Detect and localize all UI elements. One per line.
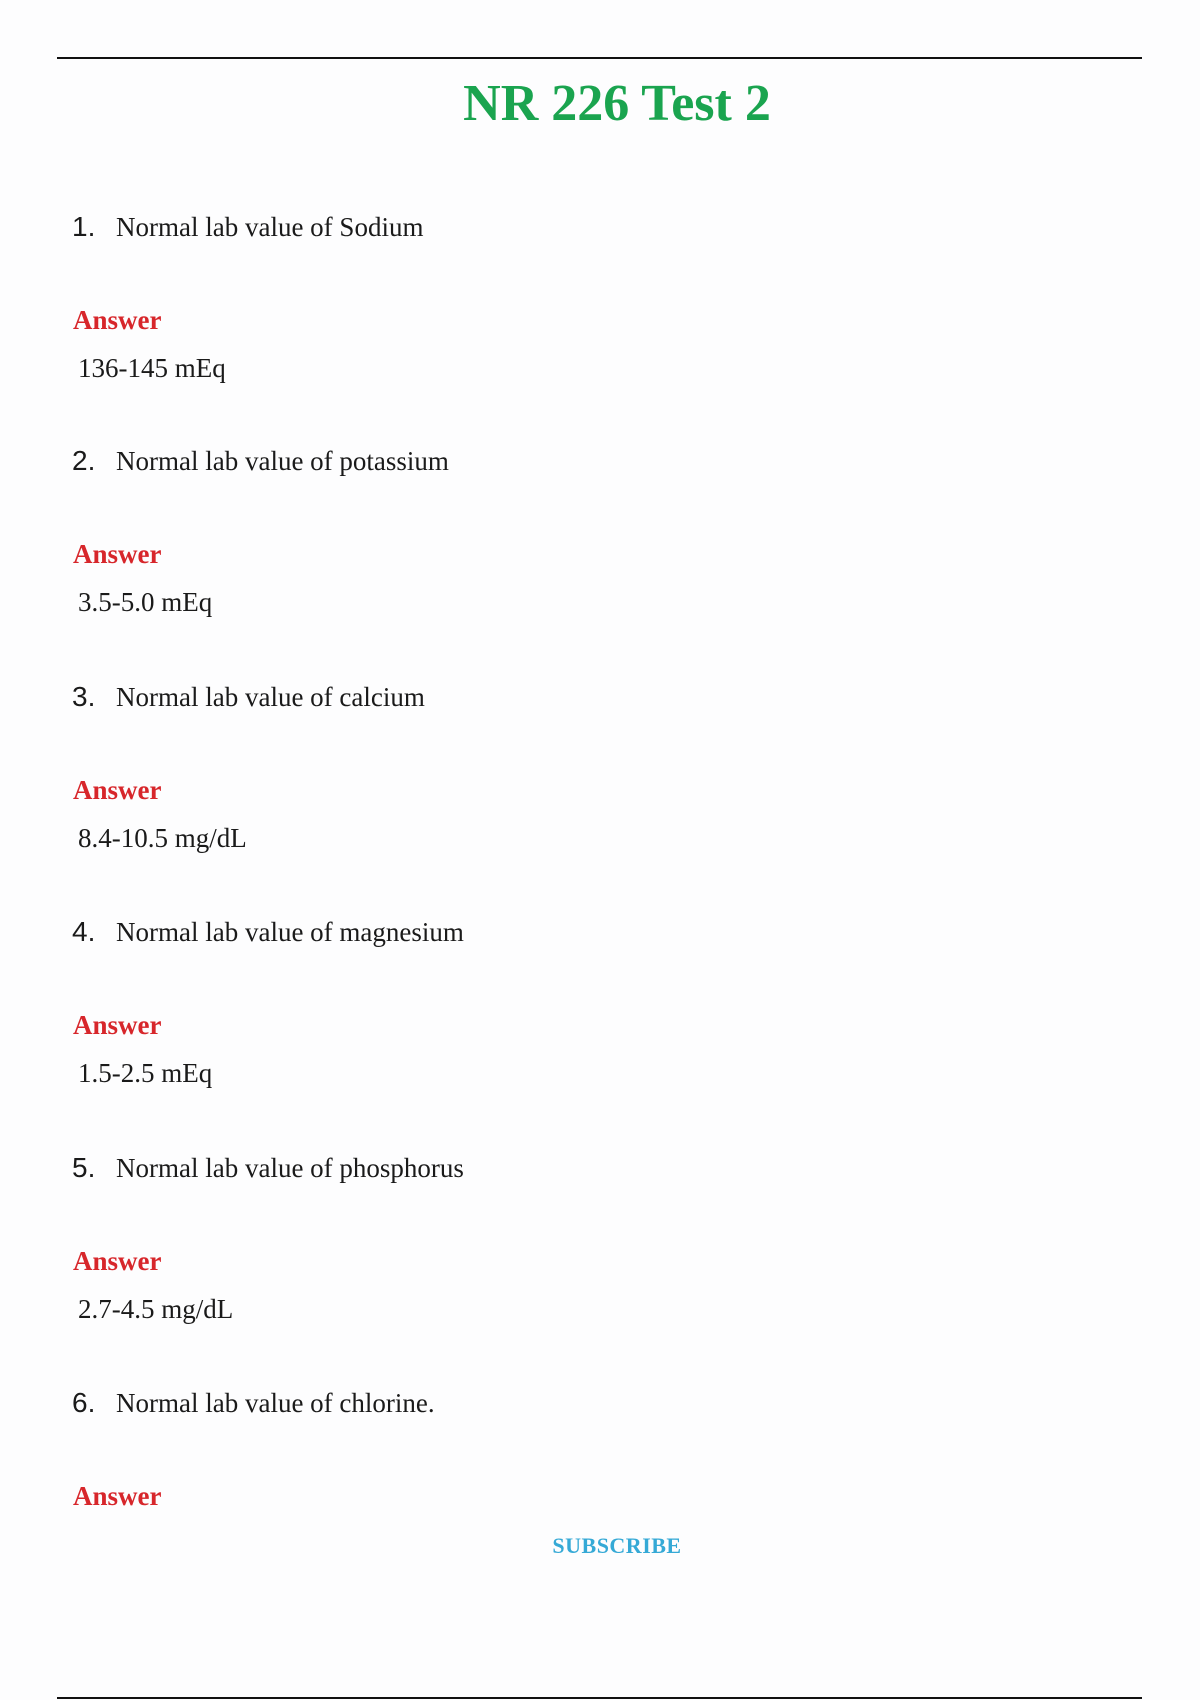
answer-label: Answer [73, 1246, 162, 1276]
question-text: Normal lab value of Sodium [116, 211, 424, 242]
question [72, 677, 1132, 717]
question-number: 1. [72, 211, 96, 242]
question-number: 4. [72, 916, 96, 947]
question-number: 3. [72, 681, 96, 712]
answer-label: Answer [73, 775, 162, 805]
top-divider [57, 57, 1142, 59]
answer-value: 1.5-2.5 mEq [78, 1058, 213, 1088]
answer-value: 3.5-5.0 mEq [78, 587, 213, 617]
qa-item [72, 441, 1132, 617]
question [72, 207, 1132, 247]
answer-label: Answer [73, 1010, 162, 1040]
qa-item [72, 1383, 1132, 1511]
document-title: NR 226 Test 2 [463, 75, 771, 132]
qa-item [72, 677, 1132, 853]
question-text: Normal lab value of chlorine. [116, 1387, 435, 1418]
qa-item [72, 207, 1132, 383]
qa-item [72, 1148, 1132, 1324]
question-text: Normal lab value of magnesium [116, 916, 464, 947]
question-number: 6. [72, 1387, 96, 1418]
answer-value: 136-145 mEq [78, 353, 226, 383]
question-text: Normal lab value of potassium [116, 445, 449, 476]
answer-label: Answer [73, 539, 162, 569]
question-number: 2. [72, 445, 96, 476]
qa-item [72, 912, 1132, 1088]
bottom-divider [57, 1697, 1142, 1699]
question-number: 5. [72, 1152, 96, 1183]
question [72, 1148, 1132, 1188]
answer-value: 2.7-4.5 mg/dL [78, 1294, 234, 1324]
question [72, 912, 1132, 952]
answer-label: Answer [73, 1481, 162, 1511]
question [72, 1383, 1132, 1423]
question-text: Normal lab value of phosphorus [116, 1152, 464, 1183]
subscribe-link[interactable]: SUBSCRIBE [552, 1533, 682, 1558]
answer-label: Answer [73, 305, 162, 335]
answer-value: 8.4-10.5 mg/dL [78, 823, 247, 853]
question-text: Normal lab value of calcium [116, 681, 425, 712]
question [72, 441, 1132, 481]
